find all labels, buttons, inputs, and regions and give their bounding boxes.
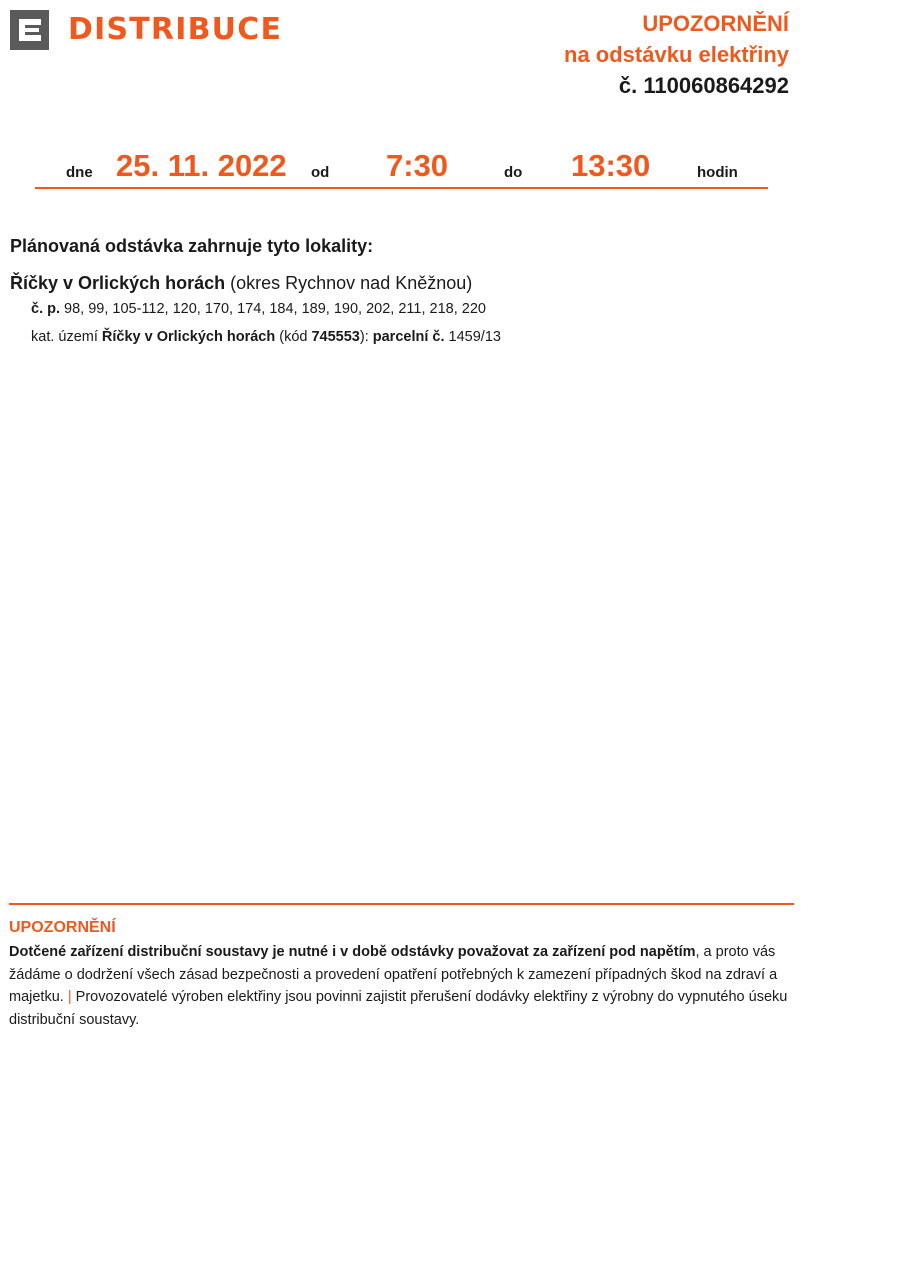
hours-label: hodin <box>697 164 738 181</box>
warning-text <box>9 941 799 1031</box>
outage-end-time: 13:30 <box>571 148 651 183</box>
date-label: dne <box>66 164 93 181</box>
localities-title: Plánovaná odstávka zahrnuje tyto lokality: <box>10 236 374 256</box>
to-label: do <box>504 164 523 181</box>
warning-title: UPOZORNĚNÍ <box>9 919 116 936</box>
cadastre-label: kat. území <box>31 329 98 345</box>
logo-text: DISTRIBUCE <box>68 12 283 47</box>
notice-heading <box>564 8 789 101</box>
cez-logo-icon <box>10 10 49 50</box>
code-close: ): <box>359 329 369 345</box>
from-label: od <box>311 164 330 181</box>
code-open: (kód <box>279 329 308 345</box>
house-numbers-line <box>31 301 486 317</box>
warning-separator: | <box>67 989 72 1005</box>
locality-heading <box>10 273 472 294</box>
notice-title: UPOZORNĚNÍ <box>642 11 789 36</box>
cadastre-line <box>31 329 501 345</box>
locality-district: (okres Rychnov nad Kněžnou) <box>230 273 473 293</box>
schedule-row <box>35 140 768 189</box>
cadastre-name: Říčky v Orlických horách <box>101 329 276 345</box>
house-numbers-label: č. p. <box>31 301 61 317</box>
notice-number: č. 110060864292 <box>618 73 789 98</box>
parcel-number: 1459/13 <box>448 329 501 345</box>
house-numbers: 98, 99, 105-112, 120, 170, 174, 184, 189, 190, 202, 211, 218, 220 <box>64 301 486 317</box>
outage-date: 25. 11. 2022 <box>116 148 287 183</box>
warning-bold-text: Dotčené zařízení distribuční soustavy je nutné i v době odstávky považovat za zařízení pod napětím <box>9 944 696 960</box>
parcel-label: parcelní č. <box>372 329 445 345</box>
outage-start-time: 7:30 <box>386 148 449 183</box>
locality-name: Říčky v Orlických horách <box>10 273 226 293</box>
warning-divider <box>9 903 794 905</box>
notice-subtitle: na odstávku elektřiny <box>564 42 789 67</box>
warning-text-part1: , a proto vás žádáme o dodržení všech zásad bezpečnosti a provedení opatření potřebných k zamezení případných škod na zdraví a majetku. <box>9 944 778 1005</box>
logo <box>10 10 282 50</box>
warning-text-part2: Provozovatelé výroben elektřiny jsou povinni zajistit přerušení dodávky elektřiny z výrobny do vypnutého úseku distribuční soustavy. <box>9 989 788 1028</box>
cadastre-code: 745553 <box>311 329 360 345</box>
